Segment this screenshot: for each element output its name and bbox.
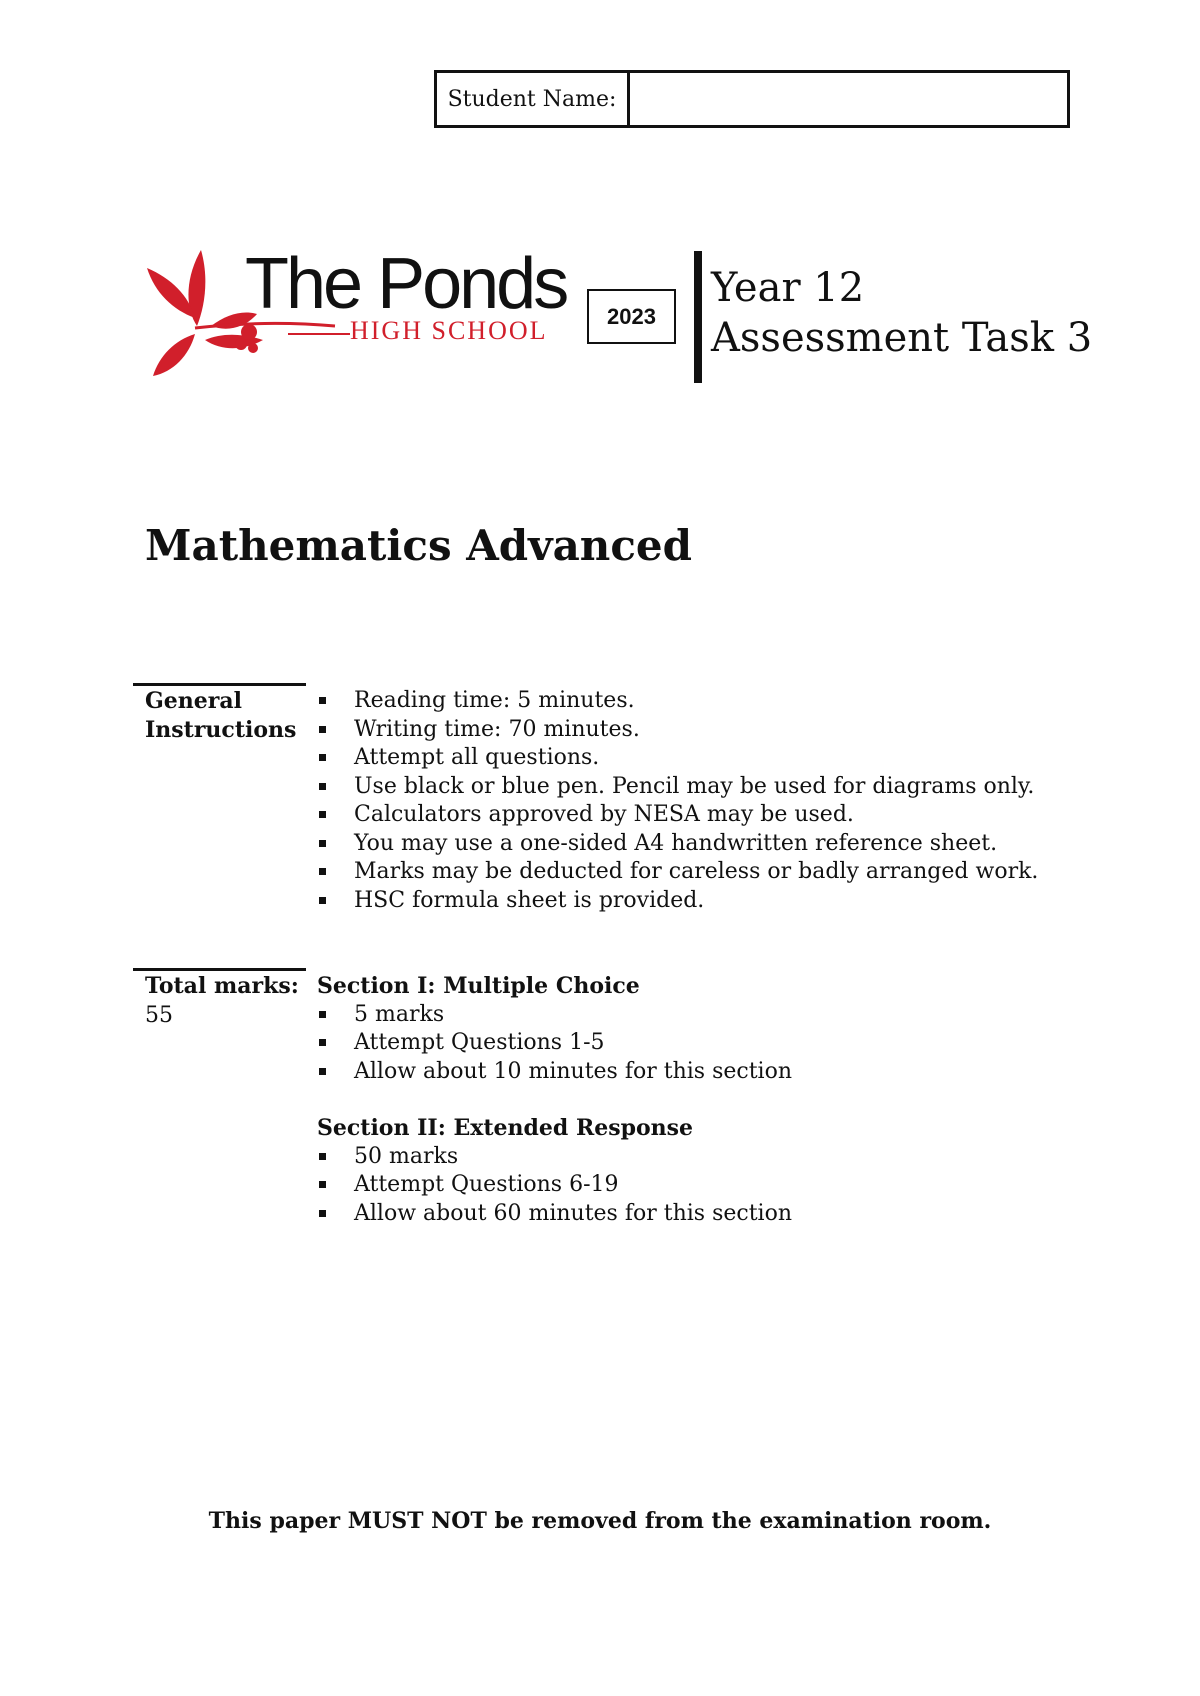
list-item: Reading time: 5 minutes. [317,687,1038,716]
list-item: 5 marks [317,1001,792,1030]
list-item: Attempt Questions 6-19 [317,1171,792,1200]
year-badge: 2023 [587,289,676,344]
logo-title: The Ponds [245,244,567,324]
list-item: Use black or blue pen. Pencil may be used for diagrams only. [317,773,1038,802]
subject-title: Mathematics Advanced [145,521,692,570]
logo-divider [288,333,350,335]
list-item: Attempt Questions 1-5 [317,1029,792,1058]
section-two [317,1114,792,1228]
list-item: Allow about 60 minutes for this section [317,1200,792,1229]
general-label-line1: General [145,688,242,714]
list-item: 50 marks [317,1143,792,1172]
section-one-list [317,1001,792,1087]
list-item: Writing time: 70 minutes. [317,716,1038,745]
footer-notice: This paper MUST NOT be removed from the examination room. [208,1508,992,1534]
list-item: Calculators approved by NESA may be used. [317,801,1038,830]
general-label [145,687,296,745]
general-label-line2: Instructions [145,717,297,743]
student-name-box [434,70,1070,128]
list-item: You may use a one-sided A4 handwritten reference sheet. [317,830,1038,859]
list-item: Allow about 10 minutes for this section [317,1058,792,1087]
student-name-field[interactable] [630,73,1067,125]
student-name-label: Student Name: [437,73,630,125]
total-marks-value: 55 [145,1003,173,1028]
section-two-title: Section II: Extended Response [317,1115,694,1141]
total-marks-label: Total marks: [145,973,299,999]
section-one-title: Section I: Multiple Choice [317,973,640,999]
logo-subtitle: HIGH SCHOOL [350,316,548,345]
list-item: Marks may be deducted for careless or badly arranged work. [317,858,1038,887]
section-two-list [317,1143,792,1229]
task-name: Assessment Task 3 [711,315,1093,361]
header-divider [694,251,702,383]
list-item: HSC formula sheet is provided. [317,887,1038,916]
year-level: Year 12 [711,265,865,311]
general-rule [133,683,306,686]
total-marks-block [145,972,299,1030]
list-item: Attempt all questions. [317,744,1038,773]
section-one [317,972,792,1086]
total-rule [133,968,306,971]
general-instructions-list [317,687,1038,915]
